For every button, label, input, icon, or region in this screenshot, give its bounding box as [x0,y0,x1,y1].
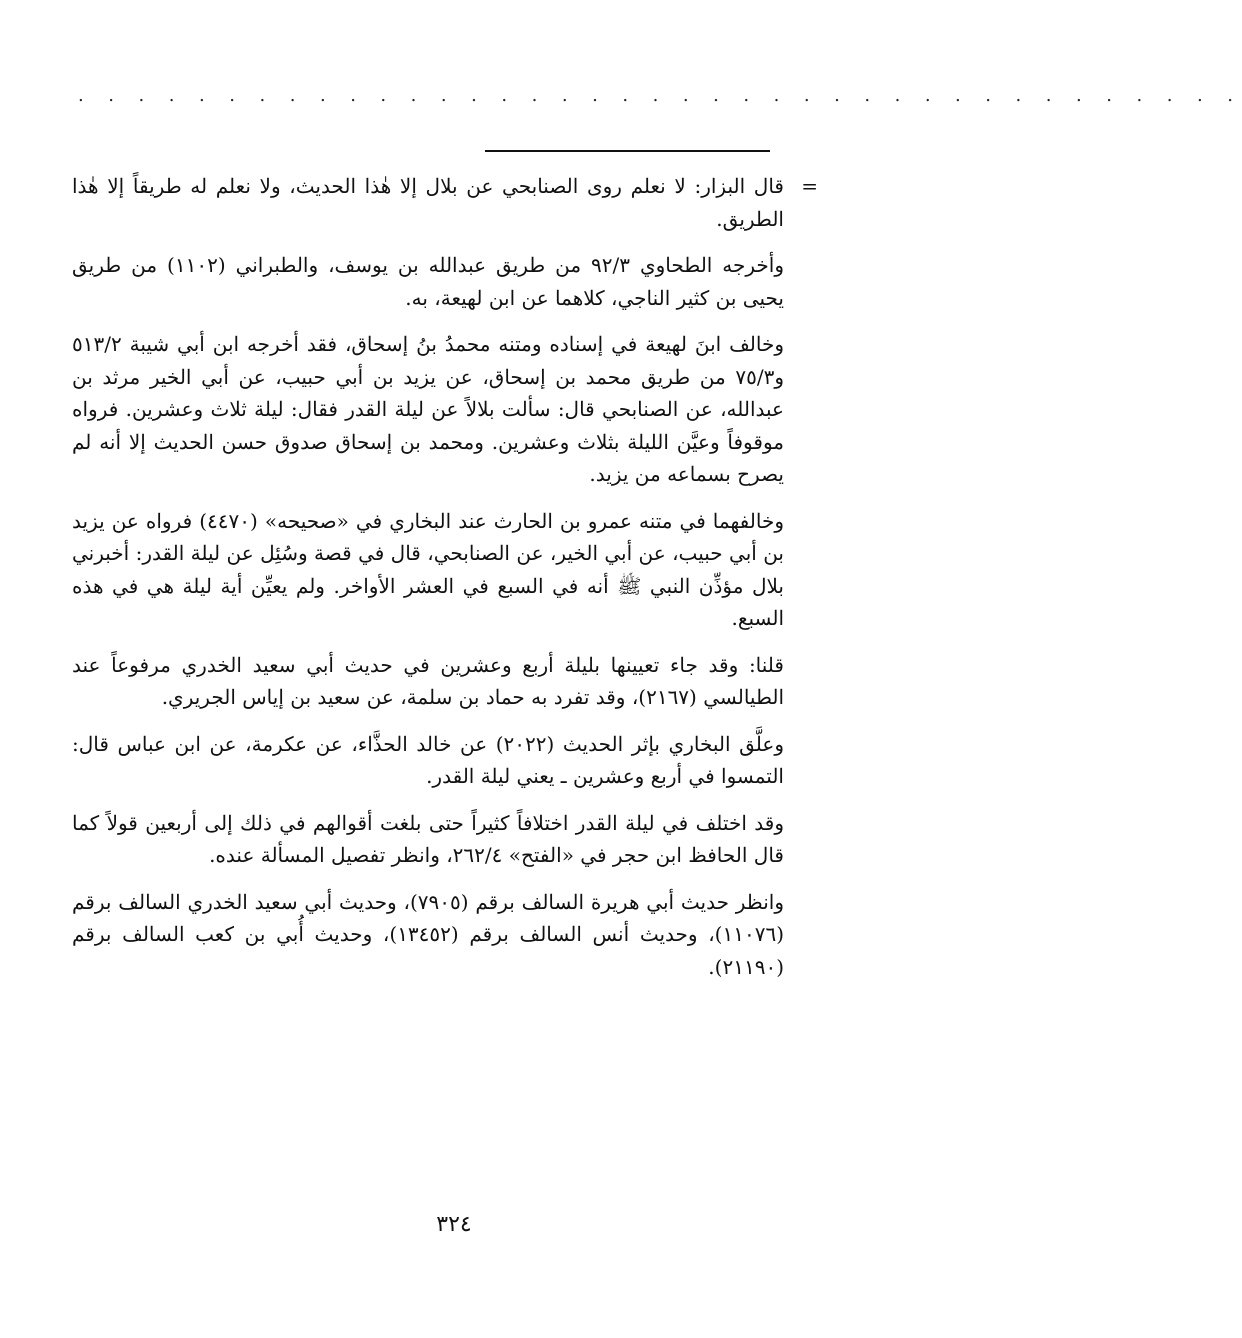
paragraph-5: قلنا: وقد جاء تعيينها بليلة أربع وعشرين في حديث أبي سعيد الخدري مرفوعاً عند الطيالسي (٢١٦٧)، وقد تفرد به حماد بن سلمة، عن سعيد بن إياس الجريري. [72,652,784,709]
continuation-mark: = [801,174,818,198]
footnote-rule [485,150,770,152]
footnote-text [72,170,818,997]
paragraph-7: وقد اختلف في ليلة القدر اختلافاً كثيراً حتى بلغت أقوالهم في ذلك إلى أربعين قولاً كما قال الحافظ ابن حجر في «الفتح» ٢٦٢/٤، وانظر تفصيل المسألة عنده. [72,810,784,867]
paragraph-1-text: قال البزار: لا نعلم روى الصنابحي عن بلال إلا هٰذا الحديث، ولا نعلم له طريقاً إلا هٰذا الطريق. [72,174,784,231]
paragraph-4: وخالفهما في متنه عمرو بن الحارث عند البخاري في «صحيحه» (٤٤٧٠) فرواه عن يزيد بن أبي حبيب، عن أبي الخير، عن الصنابحي، قال في قصة وسُئِل عن ليلة القدر: أخبرني بلال مؤذِّن النبي ﷺ أنه في السبع في العشر الأواخر. ولم يعيِّن أية ليلة هي في هذه السبع. [72,508,784,630]
paragraph-1 [72,170,818,235]
page-number: ٣٢٤ [436,1212,472,1237]
paragraph-3: وخالف ابنَ لهيعة في إسناده ومتنه محمدُ بنُ إسحاق، فقد أخرجه ابن أبي شيبة ٥١٣/٢ و٧٥/٣ من طريق محمد بن إسحاق، عن يزيد بن أبي حبيب، عن أبي الخير مرثد بن عبدالله، عن الصنابحي قال: سألت بلالاً عن ليلة القدر فقال: ليلة ثلاث وعشرين. فرواه موقوفاً وعيَّن الليلة بثلاث وعشرين. ومحمد بن إسحاق صدوق حسن الحديث إلا أنه لم يصرح بسماعه من يزيد. [72,332,784,486]
paragraph-6: وعلَّق البخاري بإثر الحديث (٢٠٢٢) عن خالد الحذَّاء، عن عكرمة، عن ابن عباس قال: التمسوا في أربع وعشرين ـ يعني ليلة القدر. [72,731,784,788]
paragraph-8: وانظر حديث أبي هريرة السالف برقم (٧٩٠٥)، وحديث أبي سعيد الخدري السالف برقم (١١٠٧٦)، وحديث أنس السالف برقم (١٣٤٥٢)، وحديث أُبي بن كعب السالف برقم (٢١١٩٠). [72,889,784,979]
dotted-separator: . . . . . . . . . . . . . . . . . . . . . . . . . . . . . . . . . . . . . . . [78,85,1242,106]
paragraph-2: وأخرجه الطحاوي ٩٢/٣ من طريق عبدالله بن يوسف، والطبراني (١١٠٢) من طريق يحيى بن كثير الناجي، كلاهما عن ابن لهيعة، به. [72,253,784,310]
